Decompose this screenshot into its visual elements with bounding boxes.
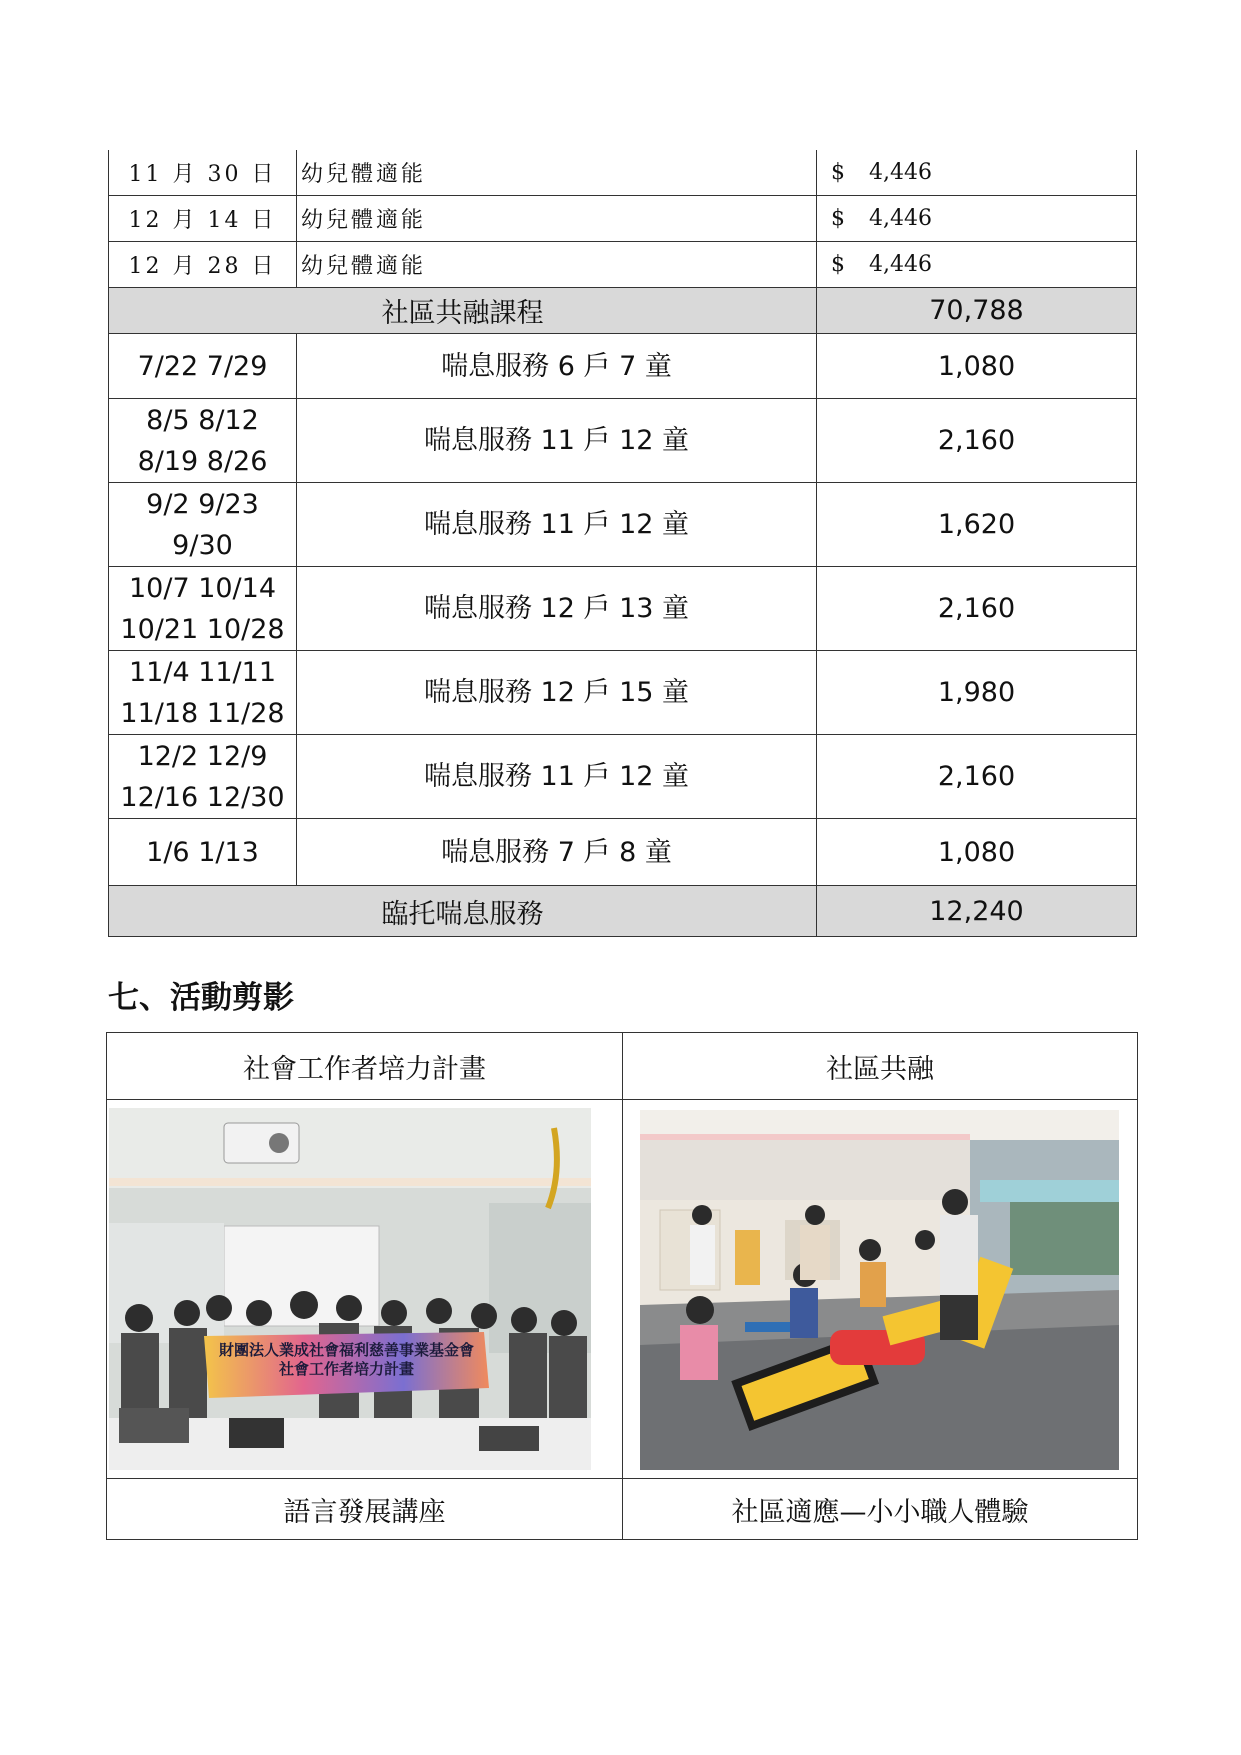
subtotal-row xyxy=(109,288,1137,334)
amount-cell xyxy=(817,196,1137,242)
date-line: 12/2 12/9 xyxy=(137,740,268,772)
subtotal-amount: 12,240 xyxy=(817,886,1137,937)
item-cell: 喘息服務 7 戶 8 童 xyxy=(297,819,817,886)
photo-caption-row xyxy=(107,1479,1138,1540)
group-photo-illustration xyxy=(109,1108,591,1470)
table-row xyxy=(109,567,1137,651)
date-cell xyxy=(109,399,297,483)
section-title: 七、活動剪影 xyxy=(108,980,294,1016)
cost-table xyxy=(108,150,1137,937)
currency-sign: $ xyxy=(831,206,845,231)
date-cell xyxy=(109,334,297,399)
date-line: 9/2 9/23 xyxy=(146,488,259,520)
table-row xyxy=(109,150,1137,196)
photo-cell xyxy=(623,1100,1138,1479)
amount-cell: 2,160 xyxy=(817,399,1137,483)
date-cell xyxy=(109,651,297,735)
playroom-photo xyxy=(640,1110,1119,1470)
item-cell: 喘息服務 12 戶 15 童 xyxy=(297,651,817,735)
item-cell: 幼兒體適能 xyxy=(297,242,817,288)
subtotal-row xyxy=(109,886,1137,937)
date-line: 11/4 11/11 xyxy=(128,656,277,688)
table-row xyxy=(109,483,1137,567)
item-cell: 喘息服務 11 戶 12 童 xyxy=(297,483,817,567)
photo-caption: 語言發展講座 xyxy=(107,1479,623,1540)
table-row xyxy=(109,735,1137,819)
currency-sign: $ xyxy=(831,252,845,277)
banner-line: 社會工作者培力計畫 xyxy=(278,1360,414,1378)
amount-cell: 1,620 xyxy=(817,483,1137,567)
date-line: 1/6 1/13 xyxy=(146,836,259,868)
date-cell xyxy=(109,483,297,567)
amount-value: 4,446 xyxy=(869,206,932,231)
subtotal-amount: 70,788 xyxy=(817,288,1137,334)
photo-caption: 社區適應—小小職人體驗 xyxy=(623,1479,1138,1540)
table-row xyxy=(109,196,1137,242)
date-cell: 12 月 14 日 xyxy=(109,196,297,242)
amount-value: 4,446 xyxy=(869,160,932,185)
date-line: 10/21 10/28 xyxy=(120,613,285,645)
table-row xyxy=(109,651,1137,735)
subtotal-label: 社區共融課程 xyxy=(109,288,817,334)
date-cell xyxy=(109,819,297,886)
amount-cell: 1,980 xyxy=(817,651,1137,735)
date-cell: 12 月 28 日 xyxy=(109,242,297,288)
date-line: 10/7 10/14 xyxy=(128,572,277,604)
amount-cell xyxy=(817,242,1137,288)
date-cell: 11 月 30 日 xyxy=(109,150,297,196)
photo-header: 社區共融 xyxy=(623,1033,1138,1100)
photo-header: 社會工作者培力計畫 xyxy=(107,1033,623,1100)
item-cell: 幼兒體適能 xyxy=(297,196,817,242)
amount-cell: 2,160 xyxy=(817,735,1137,819)
date-cell xyxy=(109,567,297,651)
date-line: 12/16 12/30 xyxy=(120,781,285,813)
photo-row xyxy=(107,1100,1138,1479)
amount-cell: 1,080 xyxy=(817,819,1137,886)
banner-line: 財團法人業成社會福利慈善事業基金會 xyxy=(218,1341,474,1359)
table-row xyxy=(109,242,1137,288)
date-cell xyxy=(109,735,297,819)
item-cell: 喘息服務 12 戶 13 童 xyxy=(297,567,817,651)
date-line: 8/19 8/26 xyxy=(137,445,268,477)
amount-cell: 1,080 xyxy=(817,334,1137,399)
amount-cell: 2,160 xyxy=(817,567,1137,651)
date-line: 7/22 7/29 xyxy=(137,350,268,382)
date-line: 11/18 11/28 xyxy=(120,697,285,729)
table-row xyxy=(109,399,1137,483)
amount-value: 4,446 xyxy=(869,252,932,277)
item-cell: 喘息服務 11 戶 12 童 xyxy=(297,399,817,483)
group-photo xyxy=(109,1108,591,1470)
item-cell: 喘息服務 11 戶 12 童 xyxy=(297,735,817,819)
photo-header-row xyxy=(107,1033,1138,1100)
banner-text xyxy=(204,1341,489,1379)
currency-sign: $ xyxy=(831,160,845,185)
playroom-photo-illustration xyxy=(640,1110,1119,1470)
photo-cell xyxy=(107,1100,623,1479)
table-row xyxy=(109,819,1137,886)
item-cell: 喘息服務 6 戶 7 童 xyxy=(297,334,817,399)
date-line: 9/30 xyxy=(172,529,233,561)
subtotal-label: 臨托喘息服務 xyxy=(109,886,817,937)
amount-cell xyxy=(817,150,1137,196)
table-row xyxy=(109,334,1137,399)
date-line: 8/5 8/12 xyxy=(146,404,259,436)
photo-table xyxy=(106,1032,1138,1540)
item-cell: 幼兒體適能 xyxy=(297,150,817,196)
